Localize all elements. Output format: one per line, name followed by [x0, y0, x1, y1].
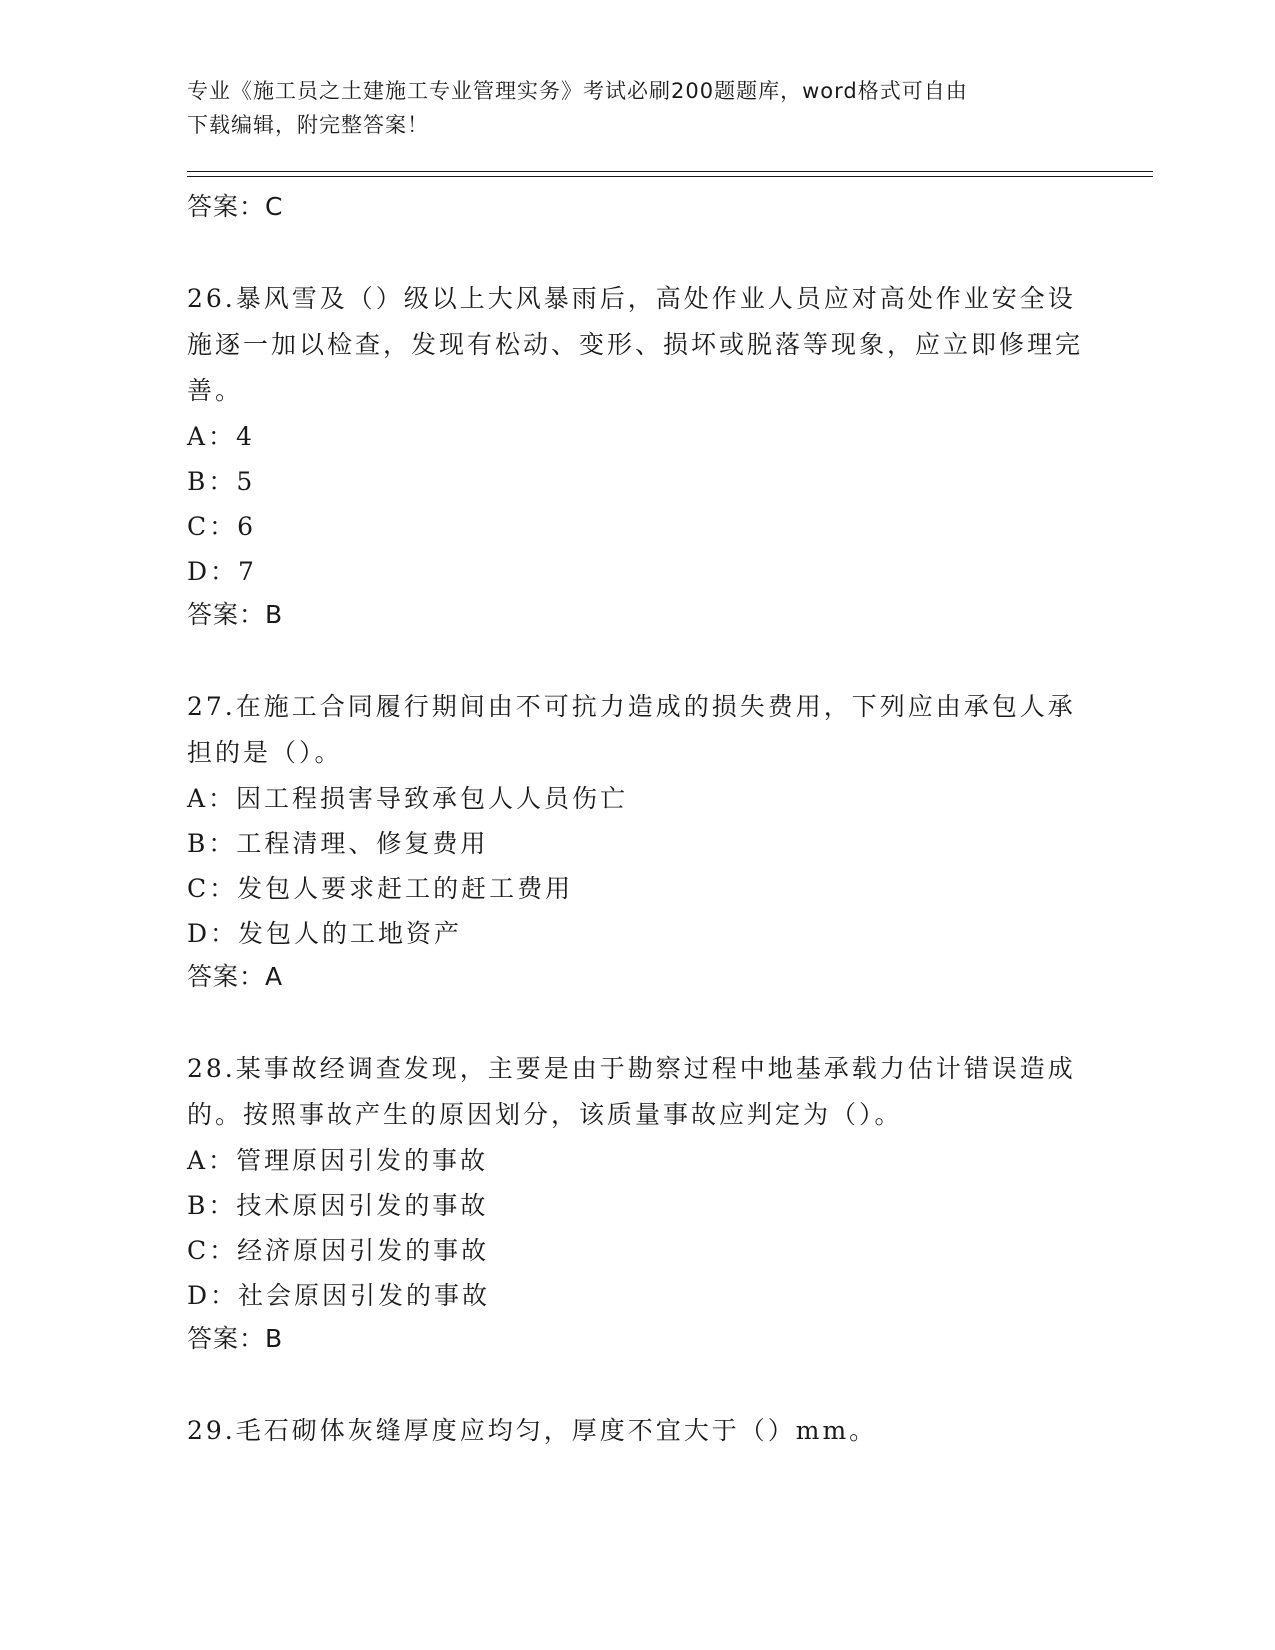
question-answer: 答案：B: [187, 600, 284, 629]
option-c: C：发包人要求赶工的赶工费用: [187, 874, 574, 903]
option-b: B：5: [187, 467, 256, 496]
option-c: C：6: [187, 512, 257, 541]
option-a: A：因工程损害导致承包人人员伤亡: [187, 784, 629, 813]
option-a: A：4: [187, 422, 255, 451]
previous-answer: 答案：C: [187, 192, 284, 221]
question-answer: 答案：A: [187, 962, 284, 991]
header-line-2: 下载编辑，附完整答案！: [187, 113, 429, 137]
question-answer: 答案：B: [187, 1324, 284, 1353]
document-header: [187, 74, 1087, 142]
header-divider-top: [187, 171, 1153, 172]
option-d: D：7: [187, 557, 257, 586]
option-d: D：发包人的工地资产: [187, 919, 463, 948]
option-b: B：技术原因引发的事故: [187, 1191, 489, 1220]
option-a: A：管理原因引发的事故: [187, 1146, 489, 1175]
option-c: C：经济原因引发的事故: [187, 1236, 490, 1265]
question-text: 29.毛石砌体灰缝厚度应均匀，厚度不宜大于（）mm。: [187, 1416, 878, 1445]
question-29: [187, 1408, 1087, 1454]
header-divider-bottom: [187, 176, 1153, 177]
question-27: [187, 684, 1087, 998]
option-d: D：社会原因引发的事故: [187, 1281, 491, 1310]
question-text: 26.暴风雪及（）级以上大风暴雨后，高处作业人员应对高处作业安全设施逐一加以检查，发现有松动、变形、损坏或脱落等现象，应立即修理完善。: [187, 284, 1084, 405]
question-list: [187, 186, 1087, 1454]
question-26: [187, 276, 1087, 636]
question-text: 28.某事故经调查发现，主要是由于勘察过程中地基承载力估计错误造成的。按照事故产生的原因划分，该质量事故应判定为（）。: [187, 1054, 1076, 1129]
option-b: B：工程清理、修复费用: [187, 829, 489, 858]
question-28: [187, 1046, 1087, 1360]
question-text: 27.在施工合同履行期间由不可抗力造成的损失费用，下列应由承包人承担的是（）。: [187, 692, 1076, 767]
header-line-1: 专业《施工员之土建施工专业管理实务》考试必刷200题题库，word格式可自由: [187, 79, 968, 103]
